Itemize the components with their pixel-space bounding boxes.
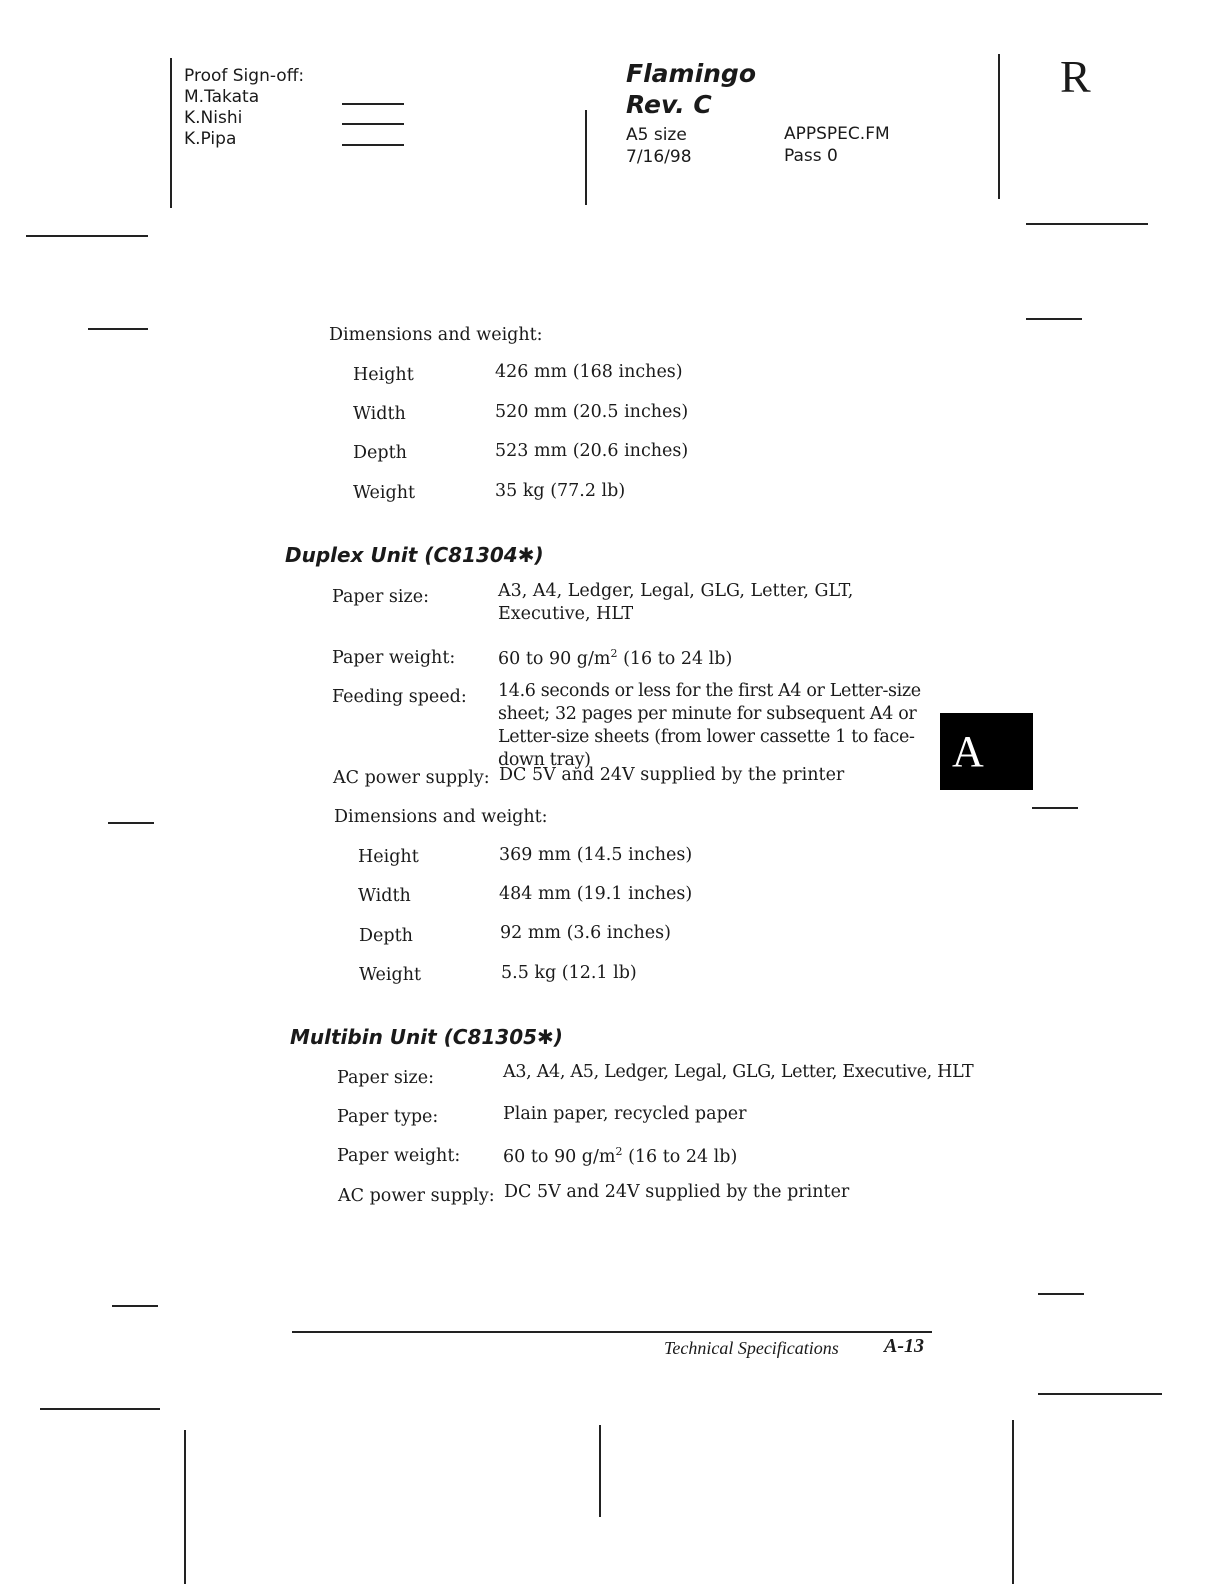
spec-value: 60 to 90 $g/m^2$ (16 to 24 lb) bbox=[503, 1145, 738, 1167]
spec-label: Height bbox=[353, 365, 414, 385]
proof-label: Proof Sign-off: bbox=[184, 66, 305, 86]
crop-mark-bottom-right bbox=[1038, 1393, 1162, 1395]
spec-value: 523 mm (20.6 inches) bbox=[495, 441, 689, 461]
spec-value: A3, A4, Ledger, Legal, GLG, Letter, GLT, Executive, HLT bbox=[498, 581, 854, 624]
signature-line bbox=[342, 123, 404, 125]
dimensions-label: Dimensions and weight: bbox=[329, 325, 543, 345]
spec-label: AC power supply: bbox=[338, 1186, 495, 1206]
signature-line bbox=[342, 144, 404, 146]
spec-label: Paper size: bbox=[332, 587, 429, 607]
dimensions-label: Dimensions and weight: bbox=[334, 807, 548, 827]
crop-mark-top-right bbox=[1026, 223, 1148, 225]
spec-value: 35 kg (77.2 lb) bbox=[495, 481, 626, 501]
spec-label: Height bbox=[358, 847, 419, 867]
signature-line bbox=[342, 103, 404, 105]
pass-number: Pass 0 bbox=[784, 146, 838, 166]
file-name: APPSPEC.FM bbox=[784, 124, 890, 144]
spec-value: 14.6 seconds or less for the first A4 or Letter-size sheet; 32 pages per minute for subsequent A4 or Letter-size sheets (from lower cassette 1 to face-down tray) bbox=[498, 681, 921, 770]
spec-label: Width bbox=[353, 404, 406, 424]
crop-mark-right-1 bbox=[1026, 318, 1082, 320]
crop-mark-left-1 bbox=[88, 328, 148, 330]
spec-value: Plain paper, recycled paper bbox=[503, 1104, 747, 1124]
crop-mark-center-bottom bbox=[599, 1425, 601, 1517]
spec-label: Paper weight: bbox=[332, 648, 456, 668]
crop-mark-left-3 bbox=[112, 1305, 158, 1307]
spec-value: 92 mm (3.6 inches) bbox=[500, 923, 671, 943]
multibin-section-title: Multibin Unit (C81305✱) bbox=[290, 1025, 563, 1049]
spec-value: 484 mm (19.1 inches) bbox=[499, 884, 693, 904]
spec-value: 5.5 kg (12.1 lb) bbox=[501, 963, 637, 983]
crop-mark-right-bottom bbox=[1012, 1420, 1014, 1584]
crop-mark-top-left bbox=[26, 235, 148, 237]
chapter-tab: A bbox=[940, 713, 1033, 790]
spec-label: Feeding speed: bbox=[332, 687, 467, 707]
crop-mark-left-top bbox=[170, 58, 172, 208]
spec-value: 426 mm (168 inches) bbox=[495, 362, 683, 382]
project-title bbox=[626, 58, 756, 120]
signer-name: K.Nishi bbox=[184, 108, 243, 128]
page-number: A-13 bbox=[884, 1335, 924, 1357]
footer-rule bbox=[292, 1331, 932, 1333]
spec-label: Paper type: bbox=[337, 1107, 439, 1127]
spec-label: Paper size: bbox=[337, 1068, 434, 1088]
spec-label: Weight bbox=[353, 483, 416, 503]
project-revision: Rev. C bbox=[626, 90, 712, 119]
spec-label: Paper weight: bbox=[337, 1146, 461, 1166]
signer-name: K.Pipa bbox=[184, 129, 237, 149]
corner-mark: R bbox=[1060, 51, 1091, 102]
crop-mark-center-top bbox=[585, 110, 587, 205]
spec-value: 60 to 90 $g/m^2$ (16 to 24 lb) bbox=[498, 647, 733, 669]
spec-label: Depth bbox=[359, 926, 413, 946]
spec-value: 369 mm (14.5 inches) bbox=[499, 845, 693, 865]
footer-title: Technical Specifications bbox=[664, 1338, 839, 1358]
crop-mark-right-2 bbox=[1032, 807, 1078, 809]
project-name: Flamingo bbox=[626, 59, 757, 88]
spec-label: Depth bbox=[353, 443, 407, 463]
crop-mark-right-top bbox=[998, 54, 1000, 199]
spec-label: Width bbox=[358, 886, 411, 906]
page-size: A5 size bbox=[626, 125, 687, 145]
spec-label: AC power supply: bbox=[333, 768, 490, 788]
spec-label: Weight bbox=[359, 965, 422, 985]
spec-value: A3, A4, A5, Ledger, Legal, GLG, Letter, Executive, HLT bbox=[503, 1062, 974, 1082]
duplex-section-title: Duplex Unit (C81304✱) bbox=[285, 543, 544, 567]
spec-value: DC 5V and 24V supplied by the printer bbox=[504, 1182, 850, 1202]
crop-mark-left-2 bbox=[108, 822, 154, 824]
proof-signoff bbox=[184, 66, 304, 150]
crop-mark-left-bottom bbox=[184, 1430, 186, 1584]
crop-mark-bottom-left bbox=[40, 1408, 160, 1410]
spec-value: DC 5V and 24V supplied by the printer bbox=[499, 765, 845, 785]
signer-name: M.Takata bbox=[184, 87, 260, 107]
proof-date: 7/16/98 bbox=[626, 147, 692, 167]
spec-value: 520 mm (20.5 inches) bbox=[495, 402, 689, 422]
crop-mark-right-3 bbox=[1038, 1293, 1084, 1295]
